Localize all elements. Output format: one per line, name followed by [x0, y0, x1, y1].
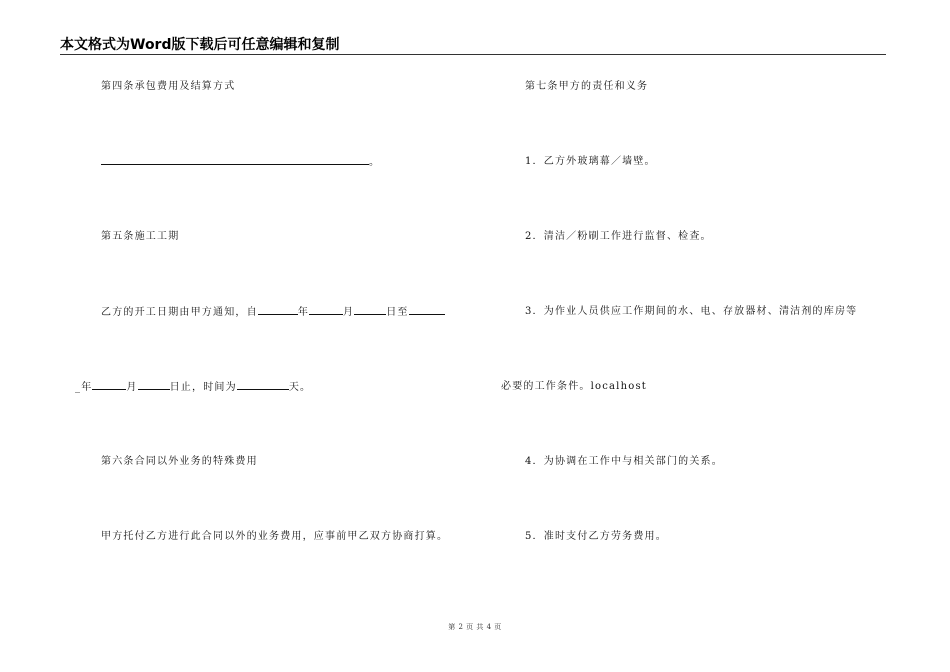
fill-blank-day: [354, 305, 386, 315]
article4-title: 第四条承包费用及结算方式: [101, 81, 236, 92]
month-label: 月: [343, 307, 355, 318]
start-date-prefix: 乙方的开工日期由甲方通知，自: [101, 307, 258, 318]
continuation-underscore: _: [75, 382, 82, 393]
article7-item-3-continued: 必要的工作条件。localhost: [501, 381, 647, 392]
fill-blank-end-year: [409, 305, 445, 315]
year-label: 年: [297, 307, 310, 318]
day-to-label: 日至: [386, 307, 409, 318]
article6-title: 第六条合同以外业务的特殊费用: [101, 456, 258, 467]
article6-text: 甲方托付乙方进行此合同以外的业务费用，应事前甲乙双方协商打算。: [101, 531, 449, 542]
days-label: 天。: [288, 382, 312, 393]
fill-blank-month: [309, 305, 343, 315]
article4-fill-line: [101, 155, 380, 170]
header-divider: [60, 54, 886, 55]
end-year-label: 年: [81, 382, 93, 393]
article7-item-4: 4．为协调在工作中与相关部门的关系。: [525, 456, 723, 467]
fill-blank-end-day: [138, 380, 170, 390]
article7-item-2: 2．清洁／粉刷工作进行监督、检查。: [525, 231, 712, 242]
fill-blank-year: [258, 305, 298, 315]
document-header-title: 本文格式为Word版下载后可任意编辑和复制: [60, 37, 340, 53]
article4-end-mark: 。: [369, 157, 381, 168]
article7-title: 第七条甲方的责任和义务: [525, 81, 649, 92]
article5-title: 第五条施工工期: [101, 231, 180, 242]
fill-blank-duration: [237, 380, 289, 390]
fill-blank-end-month: [92, 380, 126, 390]
article7-item-5: 5．准时支付乙方劳务费用。: [525, 531, 667, 542]
fill-blank: [101, 155, 369, 165]
article7-item-1: 1．乙方外玻璃幕／墙壁。: [525, 156, 656, 167]
end-date-line: [75, 380, 311, 395]
end-month-label: 月: [126, 382, 138, 393]
article7-item-3: 3．为作业人员供应工作期间的水、电、存放器材、清洁剂的库房等: [525, 306, 858, 317]
page-number-footer: 第 2 页 共 4 页: [448, 623, 502, 631]
start-date-line: [101, 305, 445, 320]
day-end-label: 日止，时间为: [169, 382, 237, 393]
